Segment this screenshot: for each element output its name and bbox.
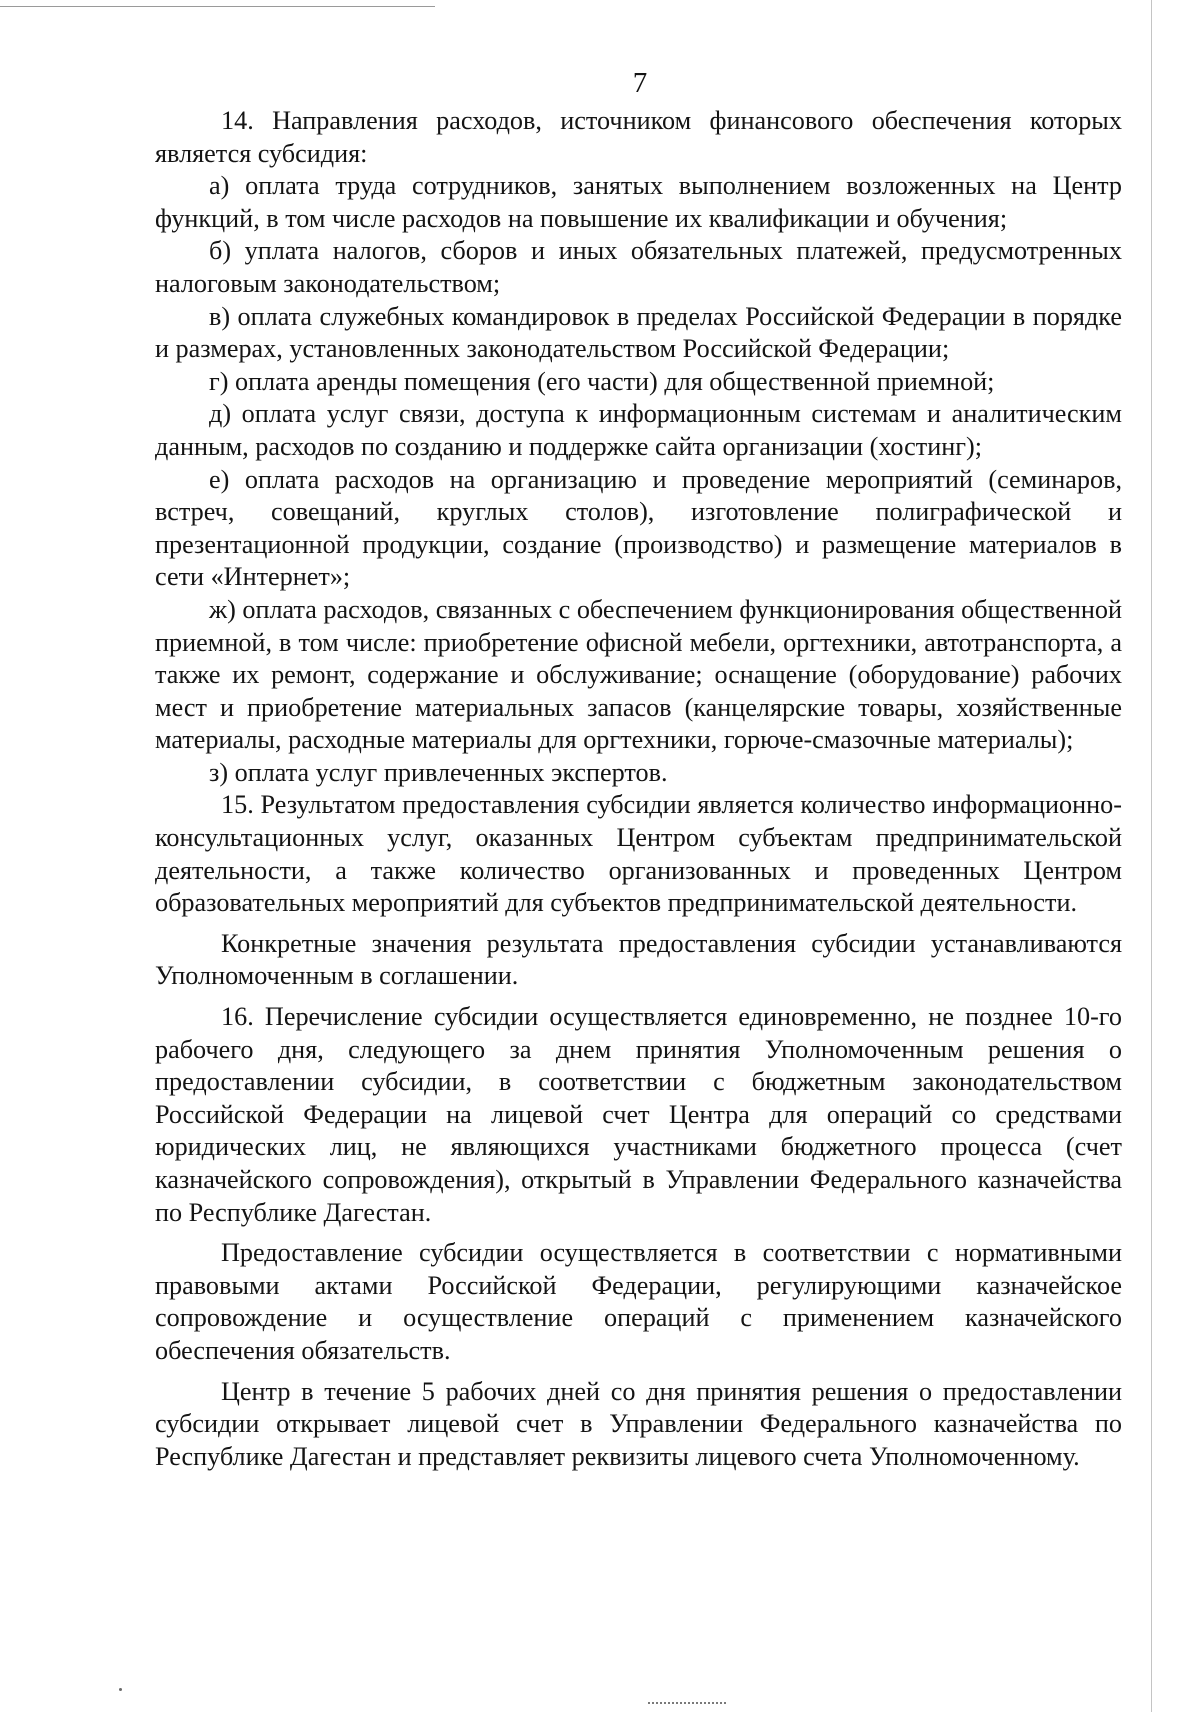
scan-page-edge xyxy=(1151,0,1152,1712)
list-item-d: д) оплата услуг связи, доступа к информационным системам и аналитическим данным, расходов по созданию и поддержке сайта организации (хостинг); xyxy=(155,399,1122,461)
list-item-e: е) оплата расходов на организацию и проведение мероприятий (семинаров, встреч, совещаний, круглых столов), изготовление полиграфической и презентационной продукции, создание (производство) и размещение материалов в сети «Интернет»; xyxy=(155,464,1122,592)
list-item-g: г) оплата аренды помещения (его части) для общественной приемной; xyxy=(209,366,995,396)
list-item-v: в) оплата служебных командировок в пределах Российской Федерации в порядке и размерах, установленных законодательством Российской Федерации; xyxy=(155,301,1122,364)
paragraph-15-values: Конкретные значения результата предоставления субсидии устанавливаются Уполномоченным в соглашении. xyxy=(155,928,1122,991)
list-item-z: з) оплата услуг привлеченных экспертов. xyxy=(209,757,668,787)
list-item-b: б) уплата налогов, сборов и иных обязательных платежей, предусмотренных налоговым законодательством; xyxy=(155,236,1122,298)
paragraph-15: 15. Результатом предоставления субсидии является количество информационно-консультационных услуг, оказанных Центром субъектам предпринимательской деятельности, а также количество организованных и проведенных Центром образовательных мероприятий для субъектов предпринимательской деятельности. xyxy=(155,790,1122,918)
list-item-a: а) оплата труда сотрудников, занятых выполнением возложенных на Центр функций, в том числе расходов на повышение их квалификации и обучения; xyxy=(155,171,1122,233)
scan-dotted-mark xyxy=(648,1702,726,1707)
page-number: 7 xyxy=(632,67,648,99)
list-item-zh: ж) оплата расходов, связанных с обеспечением функционирования общественной приемной, в том числе: приобретение офисной мебели, оргтехники, автотранспорта, а также их ремонт, содержание и обслуживание; оснащение (оборудование) рабочих мест и приобретение материальных запасов (канцелярские товары, хозяйственные материалы, расходные материалы для оргтехники, горюче-смазочные материалы); xyxy=(155,594,1122,755)
scan-border-line xyxy=(0,6,435,7)
paragraph-16-treasury: Предоставление субсидии осуществляется в соответствии с нормативными правовыми актами Российской Федерации, регулирующими казначейское сопровождение и осуществление операций с применением казначейского обеспечения обязательств. xyxy=(155,1238,1122,1365)
paragraph-14-heading: 14. Направления расходов, источником финансового обеспечения которых является субсидия: xyxy=(155,106,1122,168)
paragraph-16-account: Центр в течение 5 рабочих дней со дня принятия решения о предоставлении субсидии открывает лицевой счет в Управлении Федерального казначейства по Республике Дагестан и представляет реквизиты лицевого счета Уполномоченному. xyxy=(155,1376,1122,1471)
document-body xyxy=(155,105,1122,1473)
paragraph-16: 16. Перечисление субсидии осуществляется единовременно, не позднее 10-го рабочего дня, следующего за днем принятия Уполномоченным решения о предоставлении субсидии, в соответствии с бюджетным законодательством Российской Федерации на лицевой счет Центра для операций со средствами юридических лиц, не являющихся участниками бюджетного процесса (счет казначейского сопровождения), открытый в Управлении Федерального казначейства по Республике Дагестан. xyxy=(155,1002,1122,1227)
scan-speck xyxy=(119,1688,122,1691)
